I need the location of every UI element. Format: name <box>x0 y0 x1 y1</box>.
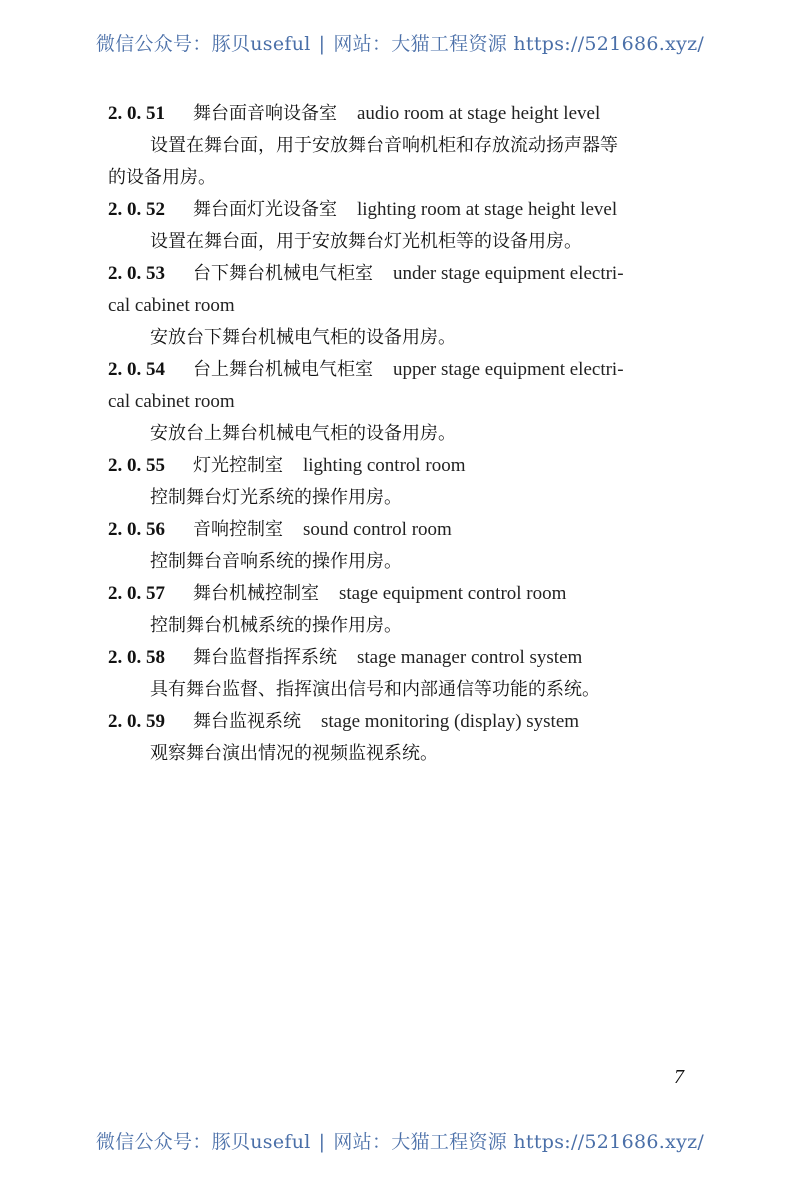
term-number: 2. 0. 58 <box>108 647 165 668</box>
term-definition-continued: 的设备用房。 <box>108 167 216 188</box>
term-definition: 安放台下舞台机械电气柜的设备用房。 <box>150 327 456 348</box>
term-english: lighting control room <box>303 455 466 476</box>
watermark-site: 网站：大猫工程资源 https://521686.xyz/ <box>333 1131 705 1153</box>
term-english: stage monitoring (display) system <box>321 711 580 732</box>
term-number: 2. 0. 52 <box>108 199 165 220</box>
term-chinese: 舞台监视系统 <box>193 711 301 732</box>
term-chinese: 台上舞台机械电气柜室 <box>193 359 373 380</box>
watermark-separator: | <box>318 1131 326 1153</box>
term-definition: 控制舞台音响系统的操作用房。 <box>150 551 402 572</box>
term-number: 2. 0. 56 <box>108 519 165 540</box>
term-number: 2. 0. 51 <box>108 103 165 124</box>
watermark-site: 网站：大猫工程资源 https://521686.xyz/ <box>333 33 705 55</box>
term-chinese: 灯光控制室 <box>193 455 283 476</box>
term-number: 2. 0. 57 <box>108 583 165 604</box>
watermark-prefix: 微信公众号：豚贝useful <box>95 1131 311 1153</box>
term-chinese: 舞台面灯光设备室 <box>193 199 337 220</box>
term-english: audio room at stage height level <box>357 103 601 124</box>
term-number: 2. 0. 59 <box>108 711 165 732</box>
page-number: 7 <box>674 1066 684 1088</box>
term-chinese: 台下舞台机械电气柜室 <box>193 263 373 284</box>
term-english-continued: cal cabinet room <box>108 295 235 316</box>
term-entry-2-0-53 <box>108 258 708 354</box>
term-definition: 具有舞台监督、指挥演出信号和内部通信等功能的系统。 <box>150 679 600 700</box>
term-number: 2. 0. 54 <box>108 359 165 380</box>
term-definition: 设置在舞台面，用于安放舞台音响机柜和存放流动扬声器等 <box>150 135 618 156</box>
term-list <box>108 98 708 770</box>
term-chinese: 舞台面音响设备室 <box>193 103 337 124</box>
term-english: under stage equipment electri- <box>393 263 624 284</box>
term-number: 2. 0. 53 <box>108 263 165 284</box>
term-english: upper stage equipment electri- <box>393 359 624 380</box>
term-definition: 安放台上舞台机械电气柜的设备用房。 <box>150 423 456 444</box>
term-english: sound control room <box>303 519 452 540</box>
term-definition: 控制舞台机械系统的操作用房。 <box>150 615 402 636</box>
term-entry-2-0-51 <box>108 98 708 194</box>
watermark-prefix: 微信公众号：豚贝useful <box>95 33 311 55</box>
term-definition: 设置在舞台面，用于安放舞台灯光机柜等的设备用房。 <box>150 231 582 252</box>
term-definition: 观察舞台演出情况的视频监视系统。 <box>150 743 438 764</box>
watermark-separator: | <box>318 33 326 55</box>
term-english-continued: cal cabinet room <box>108 391 235 412</box>
term-number: 2. 0. 55 <box>108 455 165 476</box>
term-chinese: 舞台机械控制室 <box>193 583 319 604</box>
term-english: lighting room at stage height level <box>357 199 618 220</box>
watermark-header <box>0 29 800 56</box>
term-entry-2-0-56 <box>108 514 708 578</box>
term-chinese: 音响控制室 <box>193 519 283 540</box>
term-english: stage equipment control room <box>339 583 567 604</box>
term-entry-2-0-59 <box>108 706 708 770</box>
term-entry-2-0-58 <box>108 642 708 706</box>
term-entry-2-0-55 <box>108 450 708 514</box>
watermark-footer <box>0 1127 800 1154</box>
term-definition: 控制舞台灯光系统的操作用房。 <box>150 487 402 508</box>
term-entry-2-0-54 <box>108 354 708 450</box>
term-chinese: 舞台监督指挥系统 <box>193 647 337 668</box>
term-english: stage manager control system <box>357 647 583 668</box>
term-entry-2-0-57 <box>108 578 708 642</box>
term-entry-2-0-52 <box>108 194 708 258</box>
